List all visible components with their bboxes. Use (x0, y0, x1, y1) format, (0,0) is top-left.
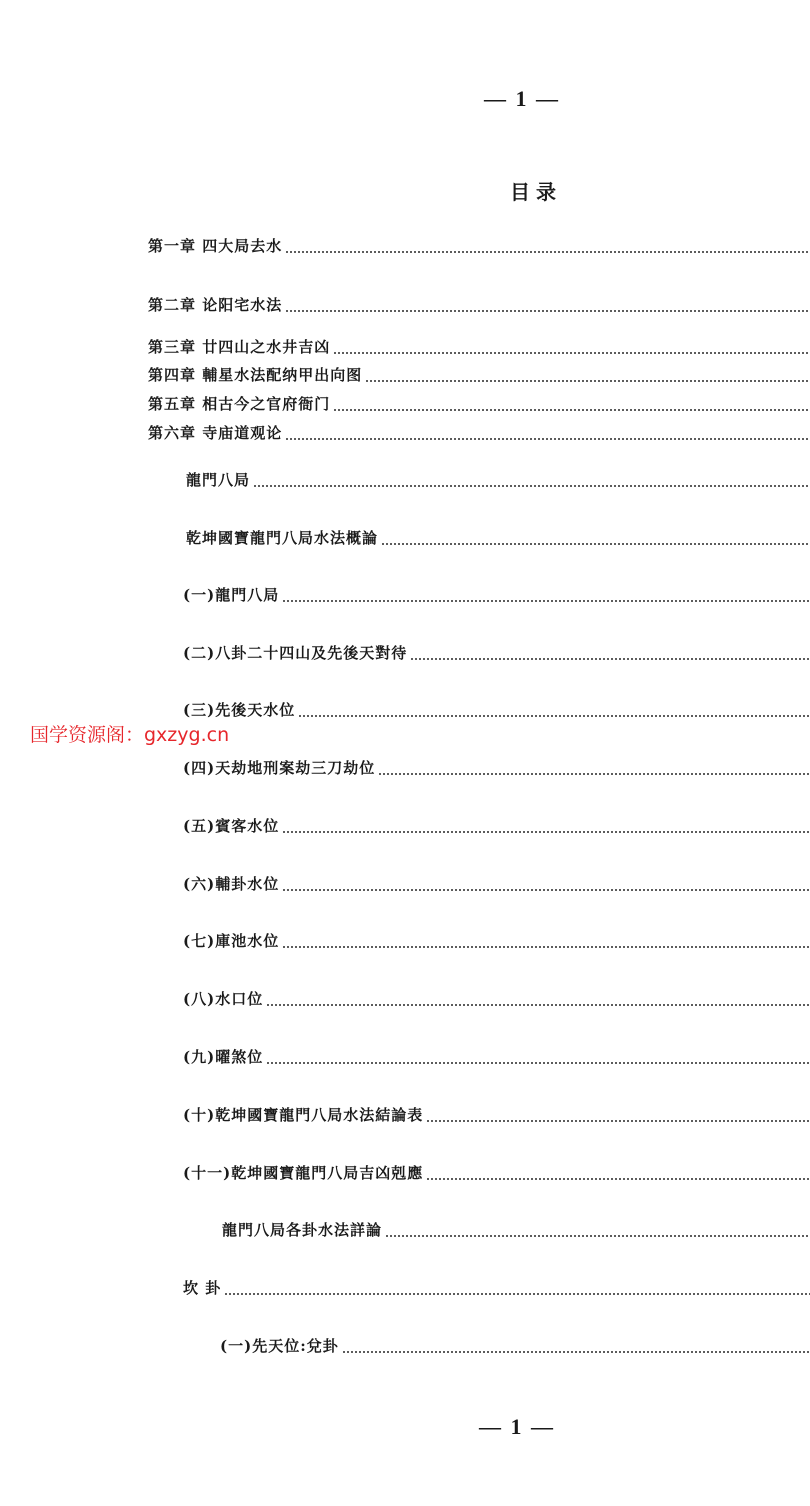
toc-entry-label: (十一)乾坤國寶龍門八局吉凶剋應 (183, 1164, 424, 1182)
toc-entry-label: (二)八卦二十四山及先後天對待 (183, 644, 408, 662)
toc-entry-label: (五)賓客水位 (183, 817, 280, 835)
dot-leader (282, 889, 810, 891)
dot-leader (378, 773, 810, 775)
toc-entry-label: 第三章 廿四山之水井吉凶 (148, 338, 331, 356)
toc-entry-label: 第五章 相古今之官府衙门 (148, 395, 331, 413)
toc-entry-label: (七)庫池水位 (183, 932, 280, 950)
dot-leader (342, 1351, 810, 1353)
toc-entry-label: 第六章 寺庙道观论 (148, 424, 283, 442)
dot-leader (282, 946, 810, 948)
toc-entry[interactable] (148, 294, 810, 316)
toc-entry[interactable] (183, 699, 810, 721)
dot-leader (282, 831, 810, 833)
toc-entry[interactable] (148, 422, 810, 444)
toc-entry[interactable] (183, 873, 810, 895)
dot-leader (385, 1235, 810, 1237)
dot-leader (298, 715, 810, 717)
toc-entry[interactable] (148, 364, 810, 386)
dot-leader (426, 1178, 810, 1180)
toc-entry[interactable] (183, 930, 810, 952)
toc-entry[interactable] (183, 988, 810, 1010)
toc-entry[interactable] (183, 1104, 810, 1126)
toc-entry-label: (一)龍門八局 (183, 586, 280, 604)
toc-entry-label: 龍門八局 (186, 471, 251, 489)
toc-entry[interactable] (148, 235, 810, 257)
toc-entry[interactable] (220, 1335, 810, 1357)
toc-entry-label: (十)乾坤國寶龍門八局水法結論表 (183, 1106, 424, 1124)
toc-entry-label: (四)天劫地刑案劫三刀劫位 (183, 759, 376, 777)
toc-entry[interactable] (148, 336, 810, 358)
toc-entry[interactable] (186, 469, 810, 491)
dot-leader (285, 251, 810, 253)
toc-entry-label: 第四章 輔星水法配纳甲出向图 (148, 366, 363, 384)
toc-entry[interactable] (183, 1046, 810, 1068)
toc-entry-label: 乾坤國寶龍門八局水法概論 (186, 529, 379, 547)
dot-leader (381, 543, 810, 545)
toc-entry[interactable] (148, 393, 810, 415)
watermark: 国学资源阁：gxzyg.cn (30, 724, 230, 746)
dot-leader (410, 658, 810, 660)
toc-entry-label: (九)曜煞位 (183, 1048, 264, 1066)
toc-entry[interactable] (183, 584, 810, 606)
dot-leader (426, 1120, 810, 1122)
toc-entry-label: 龍門八局各卦水法詳論 (222, 1221, 383, 1239)
toc-entry-label: 第一章 四大局去水 (148, 237, 283, 255)
dot-leader (224, 1293, 810, 1295)
toc-entry-label: 坎 卦 (183, 1279, 222, 1297)
dot-leader (253, 485, 810, 487)
page-number-bottom: — 1 — (479, 1414, 555, 1439)
toc-entry[interactable] (183, 1162, 810, 1184)
dot-leader (282, 600, 810, 602)
dot-leader (266, 1062, 810, 1064)
toc-entry[interactable] (186, 527, 810, 549)
page-number-top: — 1 — (484, 86, 560, 111)
toc-entry-label: (三)先後天水位 (183, 701, 296, 719)
toc-entry-label: (八)水口位 (183, 990, 264, 1008)
dot-leader (266, 1004, 810, 1006)
toc-entry[interactable] (222, 1219, 810, 1241)
toc-entry-label: (一)先天位:兌卦 (220, 1337, 339, 1355)
toc-entry[interactable] (183, 1277, 810, 1299)
toc-entry[interactable] (183, 815, 810, 837)
toc-entry-label: 第二章 论阳宅水法 (148, 296, 283, 314)
toc-entry-label: (六)輔卦水位 (183, 875, 280, 893)
toc-entry[interactable] (183, 642, 810, 664)
dot-leader (333, 352, 810, 354)
toc-entry[interactable] (183, 757, 810, 779)
dot-leader (285, 310, 810, 312)
toc-title: 目录 (510, 180, 562, 204)
dot-leader (365, 380, 810, 382)
dot-leader (333, 409, 810, 411)
dot-leader (285, 438, 810, 440)
